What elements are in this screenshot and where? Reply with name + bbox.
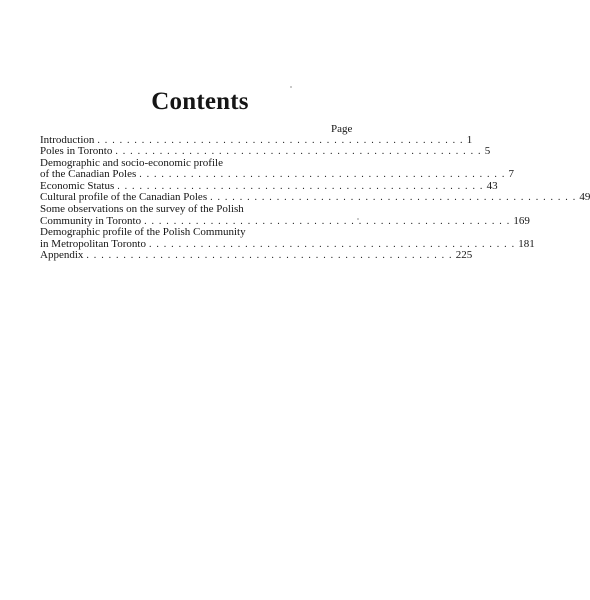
dot-leader: . . . . . . . . . . . . . . . . . . . . . . . . . . . . . . . . . . . . . . . . . . . . . . . . . . [86, 250, 453, 262]
toc-entry-survey-observations[interactable] [40, 203, 530, 227]
toc-page-number: 225 [455, 249, 473, 262]
toc-entry-poles-in-toronto[interactable] [40, 145, 491, 158]
contents-title: Contents [151, 88, 249, 115]
toc-entry-title: Poles in Toronto [40, 145, 113, 158]
toc-entry-title: Economic Status [40, 179, 115, 192]
toc-page-number: 1 [466, 133, 473, 146]
dot-leader: . . . . . . . . . . . . . . . . . . . . . . . . . . . . . . . . . . . . . . . . . . . . . . . . . . [139, 169, 506, 181]
toc-entry-title: Some observations on the survey of the Polish [40, 203, 244, 216]
toc-entry-title: Demographic profile of the Polish Community [40, 226, 246, 239]
dot-leader: . . . . . . . . . . . . . . . . . . . . . . . . . . . . . . . . . . . . . . . . . . . . . . . . . . [117, 180, 484, 192]
toc-page-number: 169 [513, 214, 530, 227]
toc-entry-demographic-socioeconomic[interactable] [40, 156, 515, 181]
dot-leader: . . . . . . . . . . . . . . . . . . . . . . . . . . . . . . . . . . . . . . . . . . . . . . . . . . [144, 215, 511, 227]
toc-page-number: 181 [518, 237, 535, 250]
dot-leader: . . . . . . . . . . . . . . . . . . . . . . . . . . . . . . . . . . . . . . . . . . . . . . . . . . [210, 192, 577, 204]
toc-page-number: 43 [486, 179, 498, 192]
toc-entry-appendix[interactable] [40, 249, 473, 262]
toc-entry-title-continued: in Metropolitan Toronto [40, 237, 146, 250]
toc-page-number: 49 [579, 191, 590, 204]
toc-page-number: 7 [508, 168, 515, 181]
dot-leader: . . . . . . . . . . . . . . . . . . . . . . . . . . . . . . . . . . . . . . . . . . . . . . . . . . [97, 134, 464, 146]
dot-leader: . . . . . . . . . . . . . . . . . . . . . . . . . . . . . . . . . . . . . . . . . . . . . . . . . . [148, 238, 516, 250]
toc-page-number: 5 [484, 145, 491, 158]
toc-entry-title: Appendix [40, 249, 84, 262]
toc-entry-title: Introduction [40, 133, 95, 146]
toc-entry-title: Cultural profile of the Canadian Poles [40, 191, 208, 204]
page-column-label: Page [331, 123, 353, 135]
dot-leader: . . . . . . . . . . . . . . . . . . . . . . . . . . . . . . . . . . . . . . . . . . . . . . . . . . [115, 146, 482, 158]
toc-entry-title: Demographic and socio-economic profile [40, 156, 223, 169]
table-of-contents [40, 133, 590, 263]
toc-entry-title-continued: of the Canadian Poles [40, 168, 137, 181]
toc-entry-demographic-metro-toronto[interactable] [40, 226, 535, 250]
toc-entry-title-continued: Community in Toronto [40, 214, 142, 227]
